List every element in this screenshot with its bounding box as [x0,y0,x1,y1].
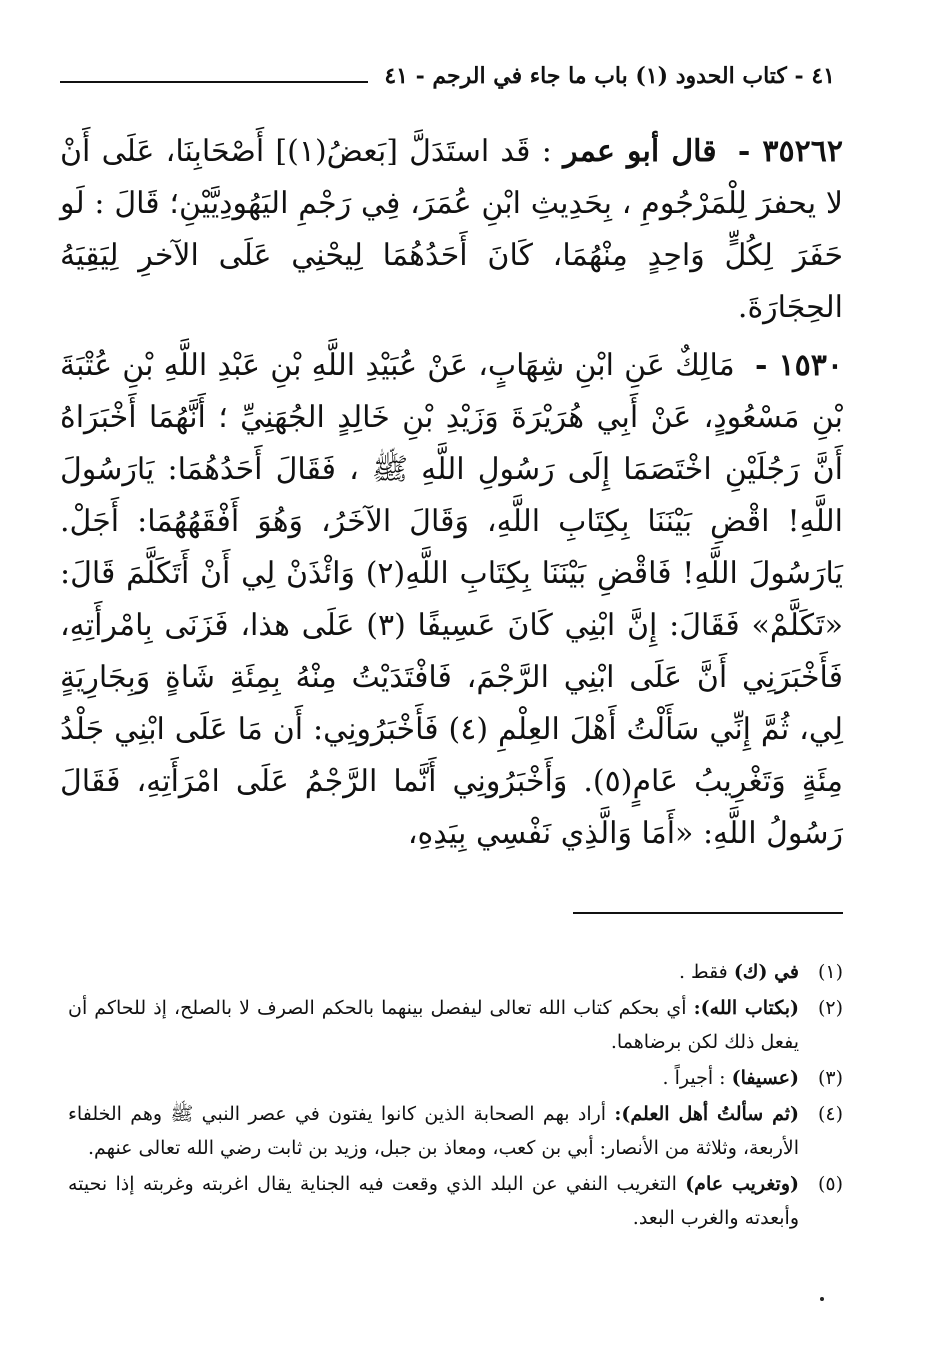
paragraph [60,126,843,334]
paragraph [60,340,843,860]
footnote-marker: (٣) [817,1067,843,1089]
footnote-text: أراد بهم الصحابة الذين كانوا يفتون في عصر النبي ﷺ وهم الخلفاء الأربعة، وثلاثة من الأنصار: أبي بن كعب، ومعاذ بن جبل، وزيد بن ثابت رضي الله تعالى عنهم. [68,1103,799,1159]
footnote-body [68,1167,799,1235]
footnote-term: (وتغريب عام) [685,1173,799,1195]
header-rule [60,81,368,83]
footnote-text: فقط . [678,961,728,983]
paragraph-number: ٣٥٢٦٢ - [737,134,843,169]
footnote [68,955,843,989]
paragraph-text: : قَد استَدَلَّ [بَعضُ(١)] أَصْحَابِنَا، عَلَى أَنْ لا يحفرَ لِلْمَرْجُومِ ، بِحَدِيثِ ابْنِ عُمَرَ، فِي رَجْمِ اليَهُودِيَّيْنِ؛ قَالَ : لَو حَفَرَ لِكُلٍّ وَاحِدٍ مِنْهُمَا، كَانَ أَحَدُهُمَا لِيحْنِي عَلَى الآخرِ لِيَقِيَهُ الحِجَارَةَ. [60,134,843,325]
footnote-text: التغريب النفي عن البلد الذي وقعت فيه الجناية يقال اغربته وغربته إذا نحيته وأبعدته والغرب البعد. [68,1173,799,1229]
paragraph-text: مَالِكٌ عَنِ ابْنِ شِهَابٍ، عَنْ عُبَيْدِ اللَّهِ بْنِ عَبْدِ اللَّهِ بْنِ عُتْبَةَ بْنِ مَسْعُودٍ، عَنْ أَبِي هُرَيْرَةَ وَزَيْدِ بْنِ خَالِدٍ الجُهَنِيِّ ؛ أَنَّهُمَا أَخْبَرَاهُ أَنَّ رَجُلَيْنِ اخْتَصَمَا إِلَى رَسُولِ اللَّهِ ﷺ ، فَقَالَ أَحَدُهُمَا: يَارَسُولَ اللَّهِ! اقْضِ بَيْنَنَا بِكِتَابِ اللَّهِ، وَقَالَ الآخَرُ، وَهُوَ أَفْقَهُهُمَا: أَجَلْ. يَارَسُولَ اللَّهِ! فَاقْضِ بَيْنَنَا بِكِتَابِ اللَّهِ(٢) وَائْذَنْ لِي أَنْ أَتَكَلَّمَ قَالَ: «تَكَلَّمْ» فَقَالَ: إِنَّ ابْنِي كَانَ عَسِيفًا (٣) عَلَى هذا، فَزَنَى بِامْرأَتِهِ، فَأَخْبَرَنِي أَنَّ عَلَى ابْنِي الرَّجْمَ، فَافْتَدَيْتُ مِنْهُ بِمِئَةِ شَاةٍ وَبِجَارِيَةٍ لِي، ثُمَّ إِنِّي سَأَلْتُ أَهْلَ العِلْمِ (٤) فَأَخْبَرُونِي: أَن مَا عَلَى ابْنِي جَلْدُ مِئَةٍ وَتَغْرِيبُ عَامٍ(٥). وَأَخْبَرُونِي أَنَّما الرَّجْمُ عَلَى امْرَأَتِهِ، فَقَالَ رَسُولُ اللَّهِ: «أَمَا وَالَّذِي نَفْسِي بِيَدِهِ، [60,348,843,851]
footnote-term: (ثم سألتُ أهل العلم): [614,1103,799,1125]
footnote-separator [573,912,843,914]
speaker-name: قال أبو عمر [563,134,717,169]
footnote-body [68,1097,799,1165]
footnote-body [68,991,799,1059]
footnote [68,1061,843,1095]
footnote-marker: (٥) [817,1173,843,1195]
footnote-marker: (١) [817,961,843,983]
footnote [68,991,843,1059]
footnotes [68,955,843,1237]
footnote-term: في (ك) [733,961,799,983]
running-header [60,56,835,96]
footnote-body [68,955,799,989]
paragraph-number: ١٥٣٠ - [754,348,843,383]
footnote-text: أي بحكم كتاب الله تعالى ليفصل بينهما بالحكم الصرف لا بالصلح، إذ للحاكم أن يفعل ذلك لكن برضاهما. [68,997,799,1053]
footnote-marker: (٢) [817,997,843,1019]
footnote-body [68,1061,799,1095]
running-header-title: ٤١ - كتاب الحدود (١) باب ما جاء في الرجم - ٤١ [384,63,835,89]
footnote [68,1167,843,1235]
footnote-text: : أجيراً . [662,1067,726,1089]
footnote-marker: (٤) [817,1103,843,1125]
main-text [60,126,843,866]
ink-dot [820,1297,824,1301]
footnote-term: (بكتاب الله): [693,997,799,1019]
footnote-term: (عسيفا) [731,1067,799,1089]
footnote [68,1097,843,1165]
